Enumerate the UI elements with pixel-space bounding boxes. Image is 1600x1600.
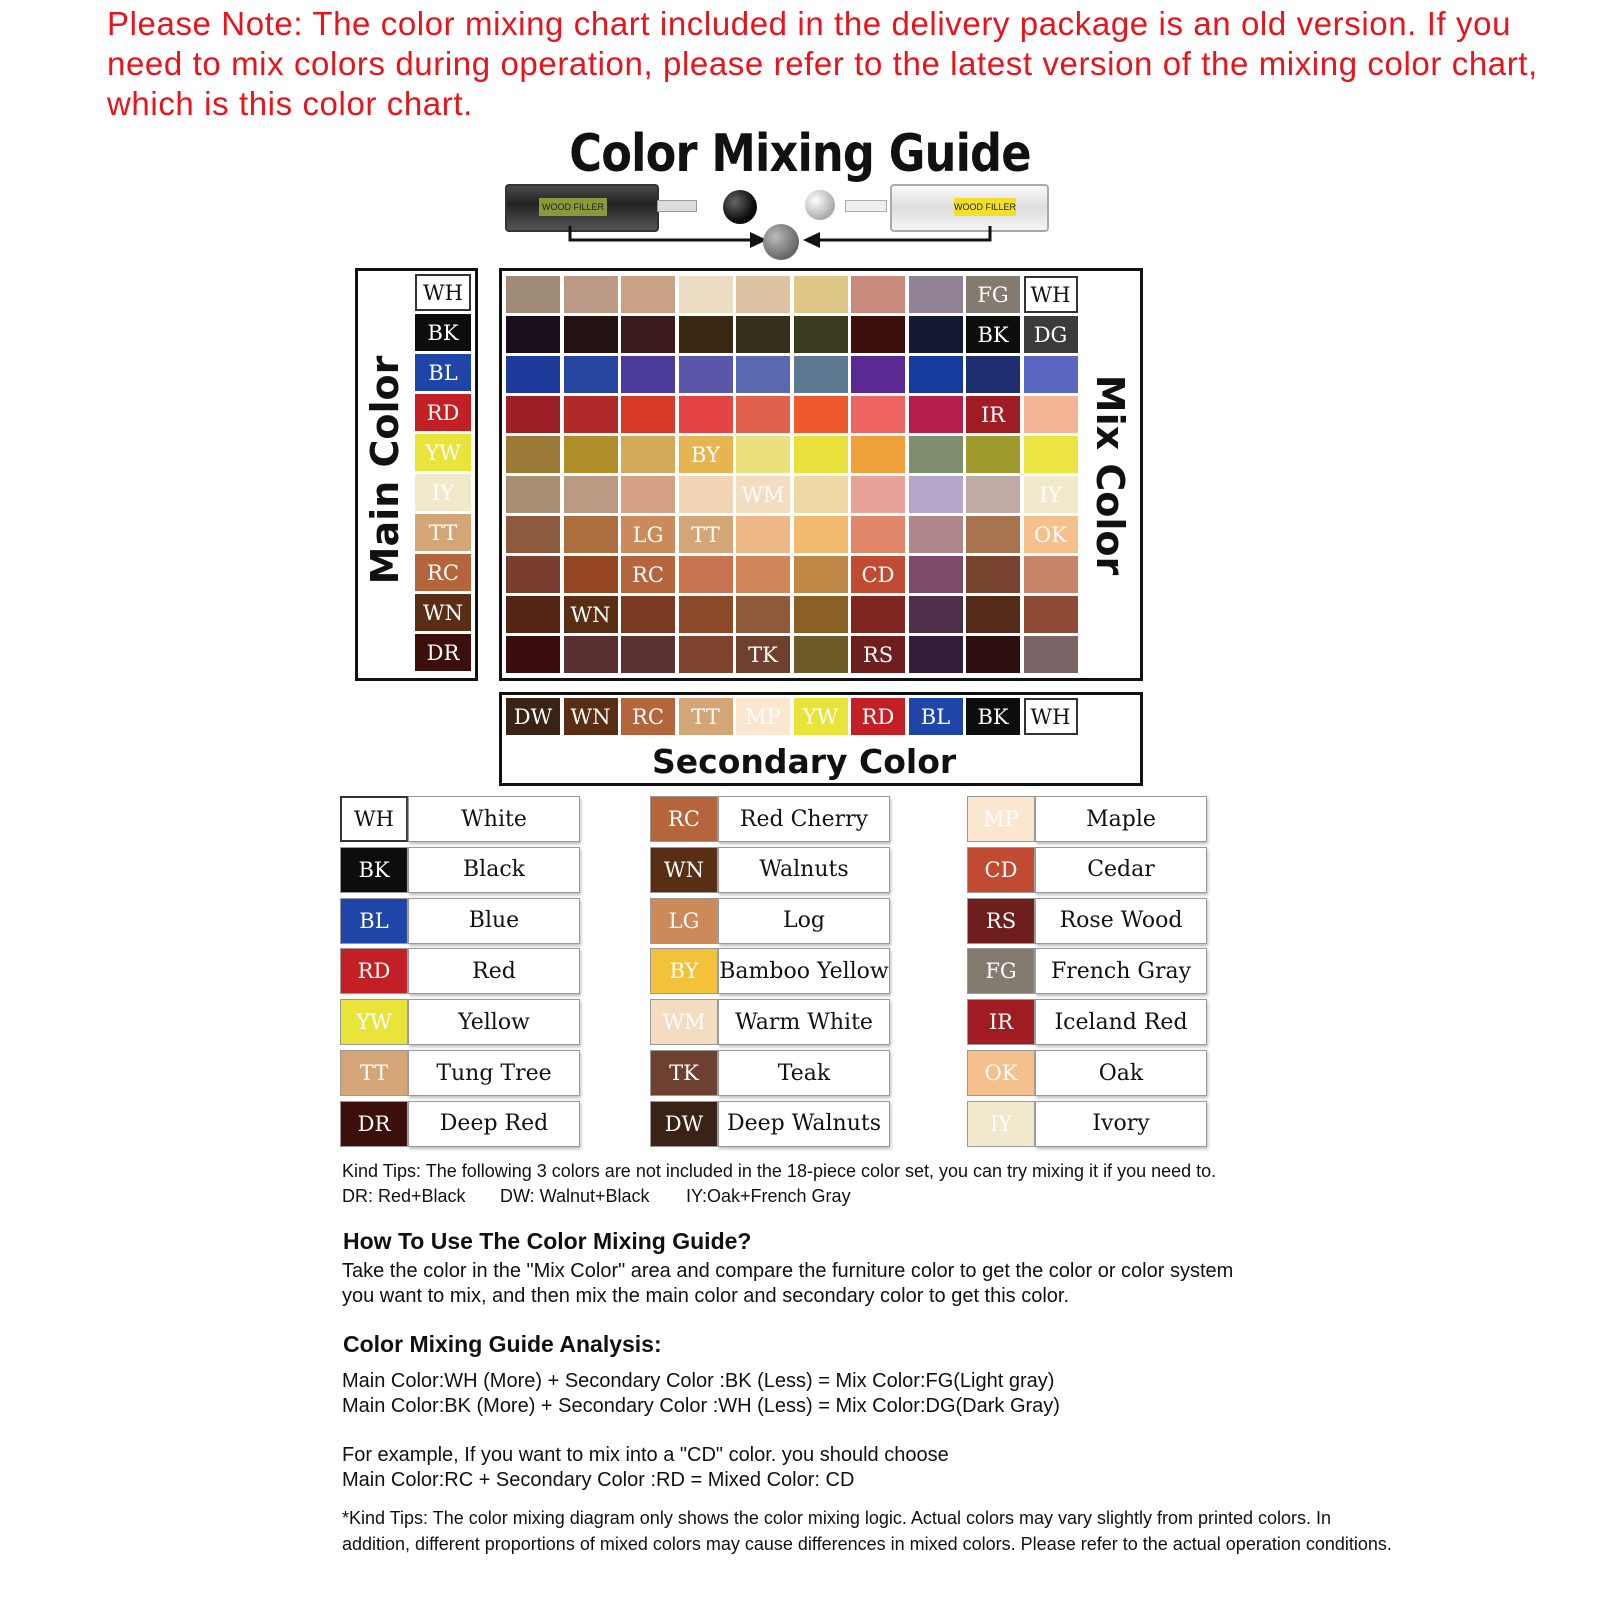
legend-code-by: BY <box>650 948 718 994</box>
legend-code-dr: DR <box>340 1101 408 1147</box>
main-color-label: Main Color <box>363 355 407 585</box>
legend-code-cd: CD <box>967 847 1035 893</box>
mix-cell-ir: IR <box>966 396 1020 433</box>
legend-code-ir: IR <box>967 999 1035 1045</box>
mix-cell <box>679 556 733 593</box>
mix-cell <box>506 396 560 433</box>
legend-code-yw: YW <box>340 999 408 1045</box>
mix-cell <box>679 356 733 393</box>
mix-cell <box>794 596 848 633</box>
mix-cell <box>679 636 733 673</box>
main-color-rc: RC <box>415 554 471 591</box>
mix-cell <box>851 516 905 553</box>
legend-name-tt: Tung Tree <box>408 1050 580 1096</box>
secondary-color-rc: RC <box>621 698 675 735</box>
mix-cell-fg: FG <box>966 276 1020 313</box>
mix-cell <box>794 396 848 433</box>
legend-name-tk: Teak <box>718 1050 890 1096</box>
mix-cell <box>679 316 733 353</box>
mix-cell <box>564 436 618 473</box>
secondary-color-rd: RD <box>851 698 905 735</box>
mix-cell <box>621 276 675 313</box>
mix-cell <box>909 556 963 593</box>
mix-cell <box>679 596 733 633</box>
legend-code-wh: WH <box>340 796 408 842</box>
legend-code-lg: LG <box>650 898 718 944</box>
main-color-wn: WN <box>415 594 471 631</box>
main-color-bl: BL <box>415 354 471 391</box>
legend-code-tt: TT <box>340 1050 408 1096</box>
mix-cell <box>736 276 790 313</box>
analysis-line-1: Main Color:WH (More) + Secondary Color :BK (Less) = Mix Color:FG(Light gray) <box>342 1370 1055 1392</box>
mix-cell <box>736 356 790 393</box>
mix-cell <box>851 316 905 353</box>
legend-name-mp: Maple <box>1035 796 1207 842</box>
mix-cell <box>506 436 560 473</box>
main-color-dr: DR <box>415 634 471 671</box>
mix-cell <box>794 556 848 593</box>
legend-code-bl: BL <box>340 898 408 944</box>
legend-name-dr: Deep Red <box>408 1101 580 1147</box>
main-color-wh: WH <box>415 274 471 311</box>
legend-name-fg: French Gray <box>1035 948 1207 994</box>
legend-name-rd: Red <box>408 948 580 994</box>
mix-cell <box>564 516 618 553</box>
mix-cell <box>966 356 1020 393</box>
mix-cell <box>736 316 790 353</box>
mix-cell <box>966 476 1020 513</box>
mix-cell <box>621 596 675 633</box>
mix-cell <box>506 636 560 673</box>
mix-cell <box>1024 436 1078 473</box>
mix-cell <box>851 276 905 313</box>
mix-cell <box>621 316 675 353</box>
legend-code-mp: MP <box>967 796 1035 842</box>
legend-name-ok: Oak <box>1035 1050 1207 1096</box>
mix-cell <box>909 636 963 673</box>
guide-title: Color Mixing Guide <box>569 124 1031 184</box>
mixed-drop-icon <box>763 224 799 260</box>
light-tube-label: WOOD FILLER <box>954 198 1016 216</box>
example-line-2: Main Color:RC + Secondary Color :RD = Mixed Color: CD <box>342 1469 855 1491</box>
legend-code-tk: TK <box>650 1050 718 1096</box>
mix-cell <box>679 276 733 313</box>
mix-cell-rc: RC <box>621 556 675 593</box>
example-line-1: For example, If you want to mix into a "CD" color. you should choose <box>342 1444 949 1466</box>
mix-cell <box>564 276 618 313</box>
mix-cell <box>909 596 963 633</box>
mix-cell <box>1024 356 1078 393</box>
mix-cell-by: BY <box>679 436 733 473</box>
legend-name-dw: Deep Walnuts <box>718 1101 890 1147</box>
mix-cell <box>794 476 848 513</box>
secondary-color-wn: WN <box>564 698 618 735</box>
mix-cell <box>794 636 848 673</box>
mix-cell-wm: WM <box>736 476 790 513</box>
mix-cell-tt: TT <box>679 516 733 553</box>
secondary-color-wh: WH <box>1024 698 1078 735</box>
mix-cell-rs: RS <box>851 636 905 673</box>
mix-cell <box>506 356 560 393</box>
mix-cell <box>851 436 905 473</box>
kind-tips-bottom-2: addition, different proportions of mixed colors may cause differences in mixed colors. Please refer to the actual operation conditions. <box>342 1534 1392 1554</box>
legend-name-bl: Blue <box>408 898 580 944</box>
mix-cell <box>506 476 560 513</box>
mix-cell-tk: TK <box>736 636 790 673</box>
how-to-line-1: Take the color in the "Mix Color" area and compare the furniture color to get the color or color system <box>342 1260 1234 1282</box>
mix-cell <box>621 636 675 673</box>
mix-cell <box>909 356 963 393</box>
kind-tips-top: Kind Tips: The following 3 colors are not included in the 18-piece color set, you can try mixing it if you need to. <box>342 1161 1217 1181</box>
mix-cell <box>851 396 905 433</box>
mix-cell <box>564 476 618 513</box>
legend-name-wh: White <box>408 796 580 842</box>
mix-cell-dg: DG <box>1024 316 1078 353</box>
mix-cell <box>851 356 905 393</box>
mix-cell <box>506 276 560 313</box>
legend-name-iy: Ivory <box>1035 1101 1207 1147</box>
mix-cell <box>1024 596 1078 633</box>
mix-cell <box>1024 396 1078 433</box>
mix-cell <box>564 356 618 393</box>
mix-cell <box>506 516 560 553</box>
legend-code-bk: BK <box>340 847 408 893</box>
mix-cell <box>621 356 675 393</box>
secondary-color-bl: BL <box>909 698 963 735</box>
secondary-color-mp: MP <box>736 698 790 735</box>
mix-cell <box>1024 636 1078 673</box>
mix-cell <box>794 356 848 393</box>
mix-cell <box>564 636 618 673</box>
mix-cell <box>794 276 848 313</box>
main-color-iy: IY <box>415 474 471 511</box>
legend-name-cd: Cedar <box>1035 847 1207 893</box>
mix-cell <box>909 316 963 353</box>
main-color-yw: YW <box>415 434 471 471</box>
mix-cell-lg: LG <box>621 516 675 553</box>
kind-tips-bottom-1: *Kind Tips: The color mixing diagram only shows the color mixing logic. Actual colors may vary slightly from printed colors. In <box>342 1508 1332 1528</box>
mix-cell <box>851 596 905 633</box>
legend-code-iy: IY <box>967 1101 1035 1147</box>
legend-name-wn: Walnuts <box>718 847 890 893</box>
tip-iy: IY:Oak+French Gray <box>686 1186 851 1206</box>
mix-cell <box>966 596 1020 633</box>
tip-dw: DW: Walnut+Black <box>500 1186 650 1206</box>
mix-cell <box>621 396 675 433</box>
mix-cell <box>736 436 790 473</box>
secondary-color-label: Secondary Color <box>652 742 957 781</box>
mix-cell <box>564 556 618 593</box>
secondary-color-tt: TT <box>679 698 733 735</box>
mix-cell <box>851 476 905 513</box>
mix-cell <box>909 276 963 313</box>
mix-cell <box>966 436 1020 473</box>
dark-tube-label: WOOD FILLER <box>539 198 607 216</box>
how-to-title: How To Use The Color Mixing Guide? <box>343 1228 752 1254</box>
mix-cell <box>506 556 560 593</box>
legend-name-yw: Yellow <box>408 999 580 1045</box>
mix-cell-wh: WH <box>1024 276 1078 313</box>
legend-name-by: Bamboo Yellow <box>718 948 890 994</box>
mix-cell <box>794 316 848 353</box>
mix-cell <box>621 436 675 473</box>
mix-cell <box>506 596 560 633</box>
mix-cell <box>1024 556 1078 593</box>
secondary-color-yw: YW <box>794 698 848 735</box>
legend-code-fg: FG <box>967 948 1035 994</box>
mix-cell-cd: CD <box>851 556 905 593</box>
mix-cell <box>736 396 790 433</box>
mix-cell <box>679 396 733 433</box>
mix-cell <box>564 316 618 353</box>
main-color-rd: RD <box>415 394 471 431</box>
legend-name-rc: Red Cherry <box>718 796 890 842</box>
mix-cell <box>621 476 675 513</box>
mix-cell <box>909 476 963 513</box>
mix-cell <box>736 516 790 553</box>
legend-name-ir: Iceland Red <box>1035 999 1207 1045</box>
tip-dr: DR: Red+Black <box>342 1186 466 1206</box>
legend-code-wn: WN <box>650 847 718 893</box>
main-color-bk: BK <box>415 314 471 351</box>
legend-name-lg: Log <box>718 898 890 944</box>
mix-cell-iy: IY <box>1024 476 1078 513</box>
how-to-line-2: you want to mix, and then mix the main color and secondary color to get this color. <box>342 1285 1070 1307</box>
mix-cell-bk: BK <box>966 316 1020 353</box>
mix-cell <box>966 556 1020 593</box>
mix-cell <box>679 476 733 513</box>
legend-code-rs: RS <box>967 898 1035 944</box>
legend-code-ok: OK <box>967 1050 1035 1096</box>
mix-cell <box>909 436 963 473</box>
mix-cell <box>909 396 963 433</box>
mix-cell <box>966 516 1020 553</box>
mix-cell <box>506 316 560 353</box>
legend-name-bk: Black <box>408 847 580 893</box>
legend-code-dw: DW <box>650 1101 718 1147</box>
legend-code-rd: RD <box>340 948 408 994</box>
legend-code-wm: WM <box>650 999 718 1045</box>
mix-cell <box>909 516 963 553</box>
mix-cell <box>736 596 790 633</box>
mixing-illustration <box>505 180 1060 270</box>
analysis-title: Color Mixing Guide Analysis: <box>343 1331 662 1357</box>
legend-name-rs: Rose Wood <box>1035 898 1207 944</box>
mix-color-label: Mix Color <box>1088 374 1132 576</box>
mix-cell <box>794 516 848 553</box>
mix-cell-ok: OK <box>1024 516 1078 553</box>
mix-cell <box>564 396 618 433</box>
mix-cell <box>794 436 848 473</box>
notice-text: Please Note: The color mixing chart included in the delivery package is an old version. If you need to mix colors during operation, please refer to the latest version of the mixing color chart, which is this color chart. <box>107 5 1538 122</box>
secondary-color-dw: DW <box>506 698 560 735</box>
analysis-line-2: Main Color:BK (More) + Secondary Color :WH (Less) = Mix Color:DG(Dark Gray) <box>342 1395 1060 1417</box>
legend-name-wm: Warm White <box>718 999 890 1045</box>
legend-code-rc: RC <box>650 796 718 842</box>
main-color-tt: TT <box>415 514 471 551</box>
mix-cell <box>736 556 790 593</box>
mix-cell <box>966 636 1020 673</box>
mix-cell-wn: WN <box>564 596 618 633</box>
secondary-color-bk: BK <box>966 698 1020 735</box>
